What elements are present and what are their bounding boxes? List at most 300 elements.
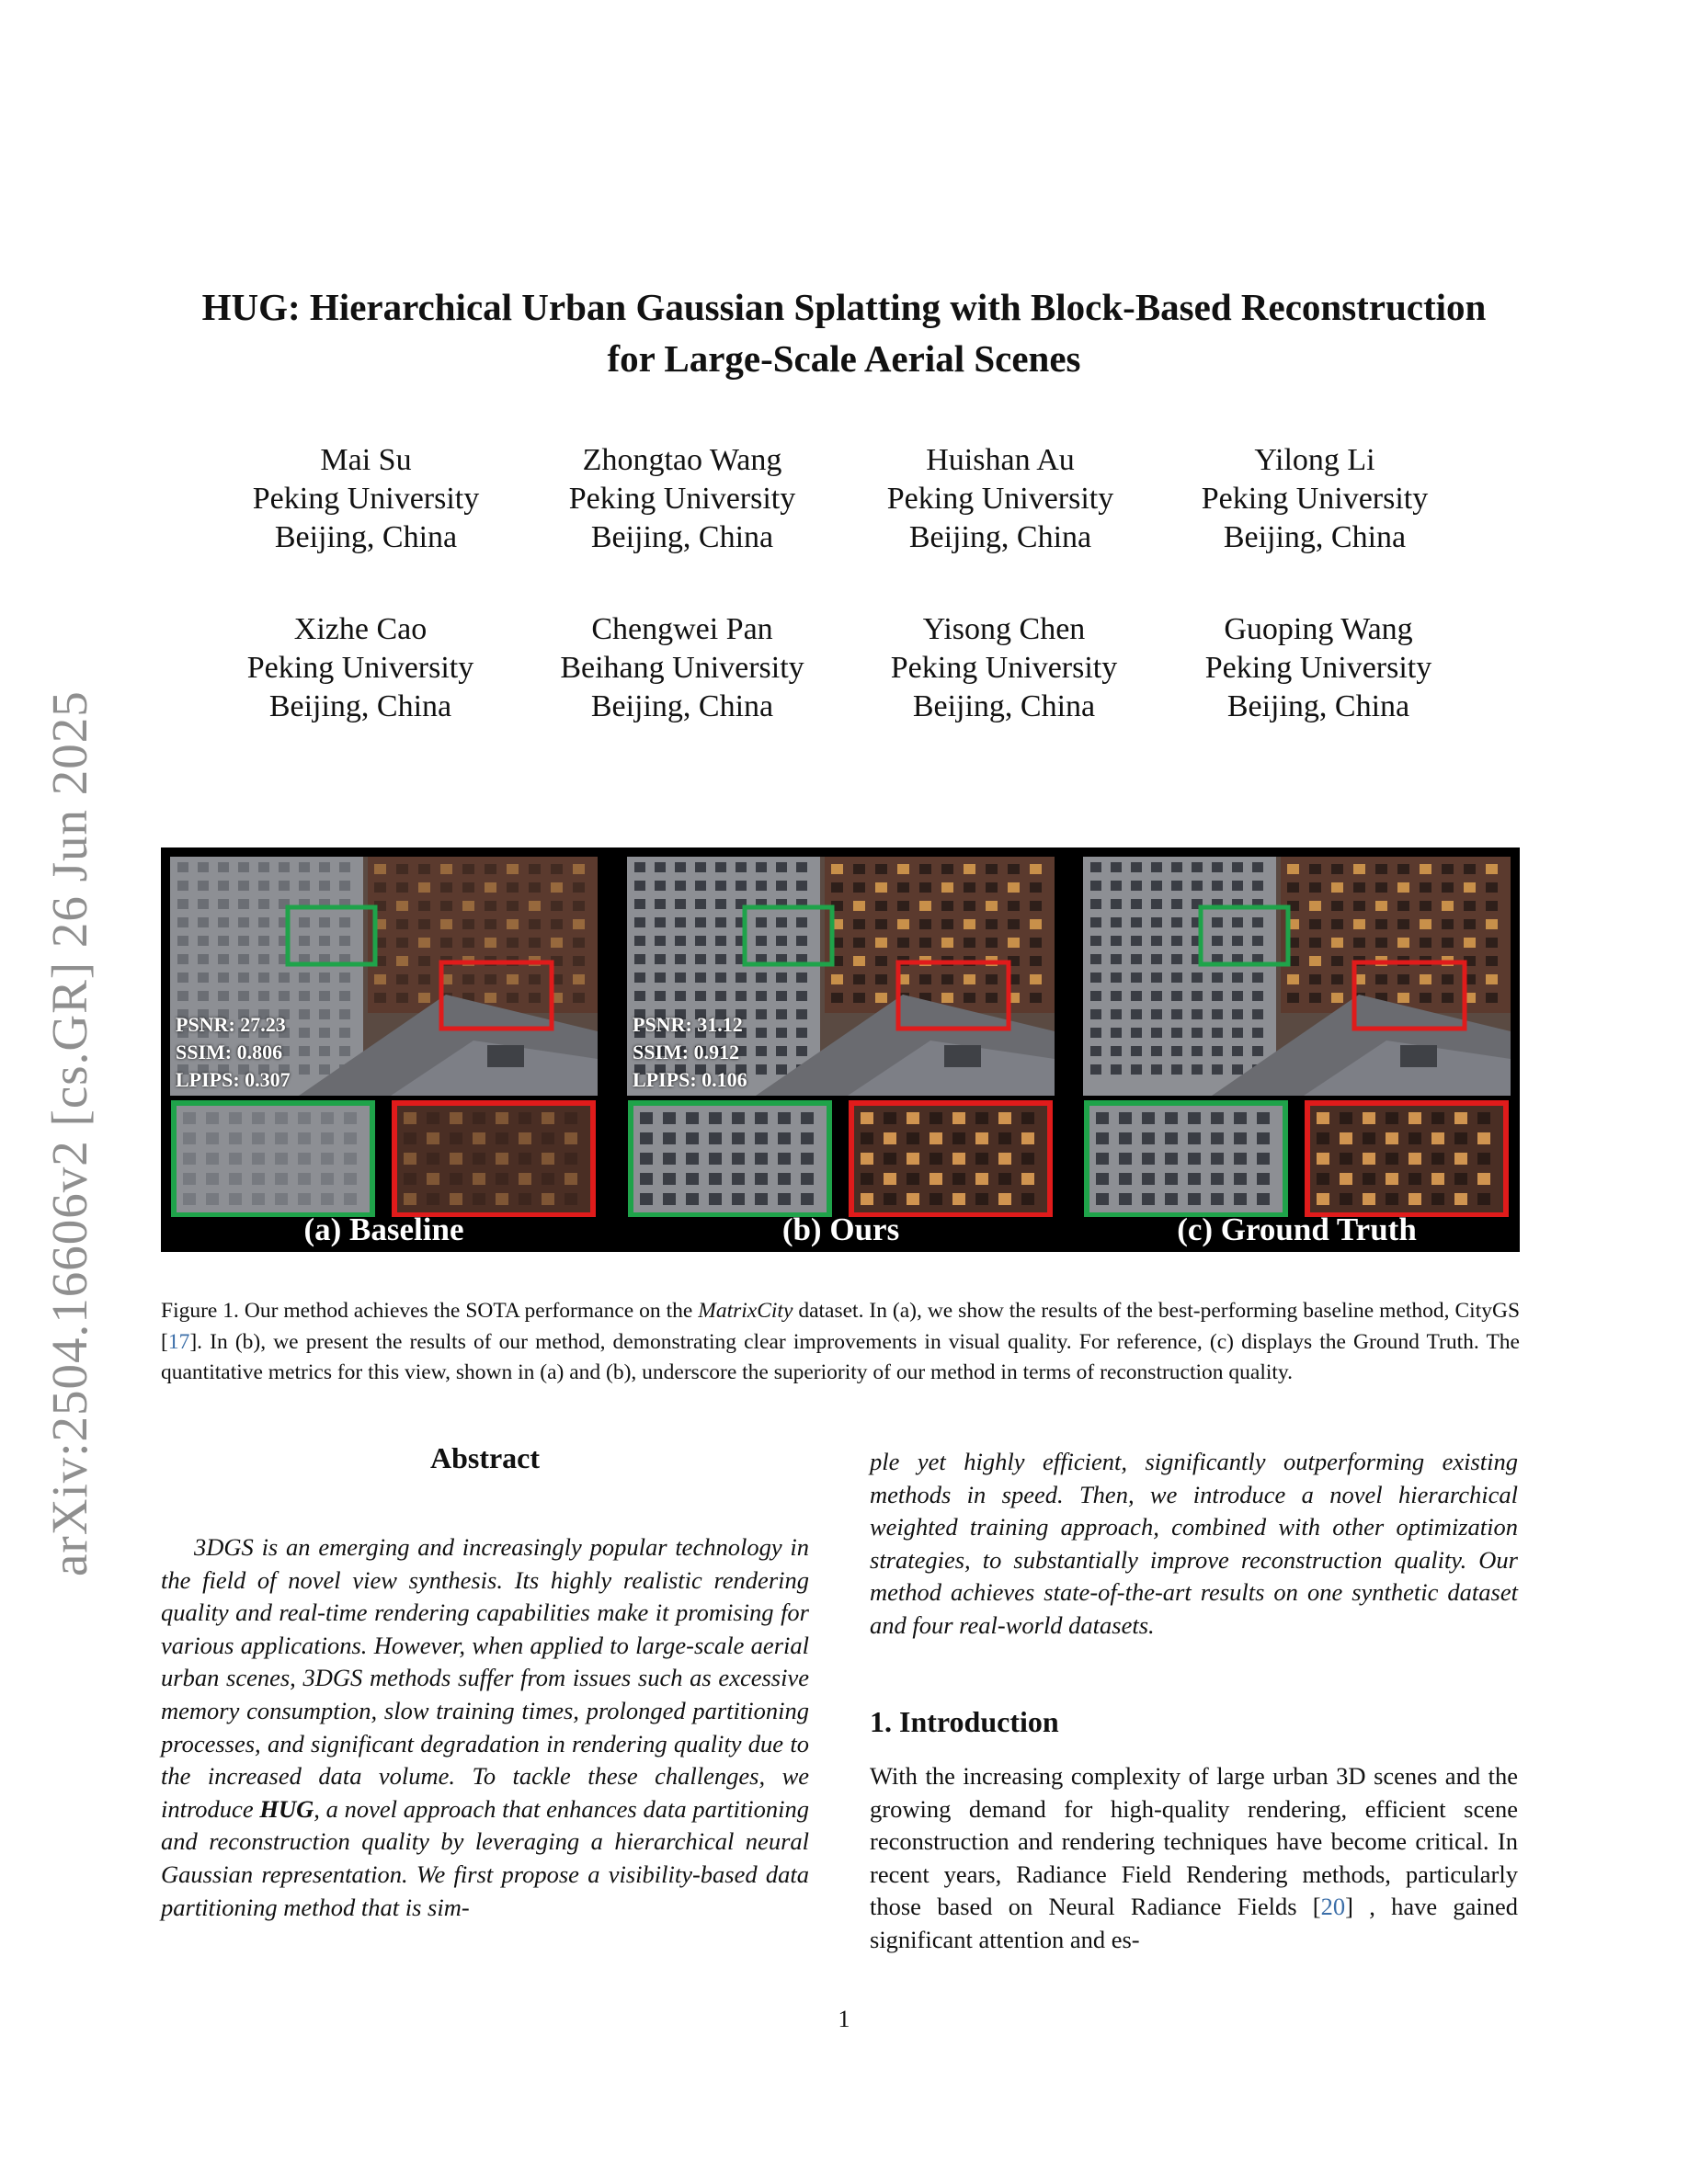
inset-window	[640, 1132, 653, 1144]
tower-window	[198, 881, 209, 891]
brick-window	[507, 974, 519, 984]
brick-window	[831, 974, 843, 984]
citation-link[interactable]: 17	[167, 1329, 190, 1354]
tower-window	[1212, 1046, 1223, 1056]
tower-window	[258, 991, 269, 1001]
inset-window	[1409, 1112, 1421, 1124]
brick-window	[418, 919, 430, 929]
tower-window	[1151, 936, 1162, 946]
author-block	[204, 610, 517, 726]
tower-window	[1192, 991, 1203, 1001]
inset-window	[344, 1132, 357, 1144]
brick-window	[1331, 938, 1343, 948]
brick-window	[986, 919, 998, 929]
tower-window	[1252, 991, 1263, 1001]
brick-window	[1420, 938, 1431, 948]
tower-window	[756, 936, 767, 946]
tower-window	[218, 862, 229, 872]
brick-window	[396, 974, 408, 984]
inset-window	[1477, 1173, 1490, 1185]
brick-window	[964, 882, 975, 893]
tower-window	[1232, 1028, 1243, 1038]
inset-window	[1021, 1193, 1034, 1205]
brick-window	[941, 919, 953, 929]
brick-window	[919, 974, 931, 984]
panel-metrics	[633, 1011, 747, 1094]
tower-window	[1232, 973, 1243, 983]
brick-window	[897, 864, 909, 874]
inset-window	[1257, 1112, 1270, 1124]
inset-window	[1431, 1112, 1444, 1124]
inset-window	[778, 1173, 791, 1185]
tower-window	[1151, 1009, 1162, 1019]
tower-window	[1192, 973, 1203, 983]
inset-window	[907, 1153, 919, 1165]
tower-window	[177, 991, 188, 1001]
brick-window	[986, 864, 998, 874]
inset-window	[1431, 1132, 1444, 1144]
inset-window	[1096, 1132, 1109, 1144]
title-line-1: HUG: Hierarchical Urban Gaussian Splatting with Block-Based Reconstruction	[201, 286, 1487, 328]
tower-window	[1171, 1046, 1182, 1056]
author-block	[1162, 610, 1475, 726]
author-affiliation: Beihang University	[560, 651, 804, 685]
tower-window	[258, 899, 269, 909]
tower-window	[1111, 881, 1122, 891]
brick-window	[964, 901, 975, 911]
brick-window	[875, 938, 887, 948]
psnr-value: PSNR: 31.12	[633, 1013, 743, 1036]
inset-window	[732, 1112, 745, 1124]
tower-window	[1171, 917, 1182, 927]
tower-window	[1171, 899, 1182, 909]
inset-window	[1363, 1193, 1375, 1205]
tower-window	[1192, 1064, 1203, 1075]
tower-window	[238, 917, 249, 927]
brick-window	[853, 993, 865, 1003]
brick-window	[573, 956, 585, 966]
inset-window	[1142, 1153, 1155, 1165]
tower-window	[238, 936, 249, 946]
tower-window	[796, 1028, 807, 1038]
brick-window	[1375, 938, 1387, 948]
inset-window	[1211, 1132, 1224, 1144]
inset-window	[473, 1173, 485, 1185]
tower-window	[796, 917, 807, 927]
brick-window	[1353, 919, 1365, 929]
inset-window	[1257, 1153, 1270, 1165]
inset-window	[183, 1173, 196, 1185]
brick-window	[1486, 956, 1498, 966]
brick-window	[1486, 901, 1498, 911]
tower-window	[238, 991, 249, 1001]
brick-window	[485, 864, 496, 874]
inset-window	[496, 1112, 508, 1124]
inset-window	[640, 1193, 653, 1205]
brick-window	[1309, 882, 1321, 893]
brick-window	[853, 919, 865, 929]
tower-window	[634, 991, 645, 1001]
tower-window	[695, 917, 706, 927]
inset-window	[778, 1132, 791, 1144]
tower-window	[1131, 1028, 1142, 1038]
inset-window	[975, 1173, 988, 1185]
inset-window	[450, 1173, 462, 1185]
inset-window	[709, 1112, 722, 1124]
tower-window	[1090, 862, 1101, 872]
tower-window	[1131, 973, 1142, 983]
inset-window	[1386, 1153, 1398, 1165]
inset-window	[565, 1173, 577, 1185]
inset-window	[496, 1173, 508, 1185]
inset-window	[1340, 1132, 1352, 1144]
tower-window	[715, 991, 726, 1001]
brick-window	[986, 993, 998, 1003]
inset-window	[930, 1153, 942, 1165]
brick-window	[374, 993, 386, 1003]
inset-window	[709, 1193, 722, 1205]
tower-window	[776, 1046, 787, 1056]
inset-window	[206, 1173, 219, 1185]
inset-window	[252, 1193, 265, 1205]
tower-window	[339, 881, 350, 891]
tower-window	[736, 973, 747, 983]
brick-window	[1397, 864, 1409, 874]
tower-window	[1111, 936, 1122, 946]
tower-window	[218, 899, 229, 909]
inset-window	[252, 1112, 265, 1124]
tower-window	[715, 917, 726, 927]
inset-window	[1409, 1132, 1421, 1144]
inset-window	[229, 1153, 242, 1165]
tower-window	[796, 881, 807, 891]
tower-window	[218, 917, 229, 927]
author-block	[526, 441, 838, 557]
brick-window	[897, 901, 909, 911]
tower-window	[776, 973, 787, 983]
author-affiliation: Peking University	[1204, 651, 1432, 685]
author-block	[526, 610, 838, 726]
brick-window	[507, 993, 519, 1003]
tower-window	[796, 936, 807, 946]
inset-window	[801, 1112, 814, 1124]
brick-window	[485, 993, 496, 1003]
brick-window	[462, 864, 474, 874]
inset-window	[565, 1132, 577, 1144]
tower-window	[634, 899, 645, 909]
brick-window	[941, 938, 953, 948]
inset-window	[686, 1193, 699, 1205]
inset-window	[1363, 1132, 1375, 1144]
inset-window	[1165, 1173, 1178, 1185]
intro-text: ] , have gained significant attention and es-	[870, 1893, 1518, 1953]
tower-window	[1212, 1028, 1223, 1038]
brick-window	[507, 938, 519, 948]
brick-window	[1309, 864, 1321, 874]
citation-link[interactable]: 20	[1320, 1893, 1346, 1921]
tower-window	[715, 954, 726, 964]
brick-window	[1486, 882, 1498, 893]
inset-window	[565, 1153, 577, 1165]
tower-window	[776, 1009, 787, 1019]
brick-window	[1353, 882, 1365, 893]
author-location: Beijing, China	[1223, 520, 1407, 554]
tower-window	[1151, 1064, 1162, 1075]
abstract-text: 3DGS is an emerging and increasingly popular technology in the field of novel view synthesis. Its highly realistic rendering quality and real-time rendering capabilities make it promising for various applications. However, when applied to large-scale aerial urban scenes, 3DGS methods suffer from issues such as excessive memory consumption, slow training times, prolonged partitioning processes, and significant degradation in rendering quality due to the increased data volume. To tackle these challenges, we introduce	[161, 1533, 809, 1823]
inset-window	[298, 1193, 311, 1205]
tower-window	[1151, 973, 1162, 983]
brick-window	[1397, 882, 1409, 893]
inset-window	[427, 1153, 439, 1165]
brick-window	[964, 864, 975, 874]
brick-window	[418, 974, 430, 984]
tower-window	[1252, 936, 1263, 946]
brick-window	[941, 974, 953, 984]
inset-window	[1234, 1173, 1247, 1185]
brick-window	[1486, 864, 1498, 874]
tower-window	[1192, 1046, 1203, 1056]
brick-window	[1353, 864, 1365, 874]
inset-window	[183, 1112, 196, 1124]
brick-window	[919, 882, 931, 893]
tower-window	[1232, 1064, 1243, 1075]
inset-window	[344, 1173, 357, 1185]
inset-window	[1454, 1193, 1467, 1205]
brick-window	[485, 919, 496, 929]
inset-window	[1386, 1112, 1398, 1124]
tower-window	[634, 954, 645, 964]
inset-window	[1021, 1173, 1034, 1185]
tower-window	[238, 899, 249, 909]
tower-window	[299, 862, 310, 872]
brick-window	[986, 938, 998, 948]
tower-window	[1212, 936, 1223, 946]
inset-window	[183, 1153, 196, 1165]
inset-window	[1363, 1173, 1375, 1185]
tower-window	[1171, 936, 1182, 946]
tower-window	[796, 1009, 807, 1019]
inset-window	[1454, 1153, 1467, 1165]
panel-caption: (a) Baseline	[303, 1211, 464, 1247]
tower-window	[675, 881, 686, 891]
brick-window	[1287, 974, 1299, 984]
brick-window	[919, 901, 931, 911]
inset-window	[1211, 1112, 1224, 1124]
brick-window	[1420, 901, 1431, 911]
ssim-value: SSIM: 0.912	[633, 1041, 740, 1064]
inset-window	[298, 1173, 311, 1185]
rooftop-unit	[1400, 1045, 1437, 1067]
tower-window	[1131, 1046, 1142, 1056]
tower-window	[319, 917, 330, 927]
inset-window	[732, 1193, 745, 1205]
tower-window	[655, 991, 666, 1001]
tower-window	[1131, 1009, 1142, 1019]
brick-window	[1420, 974, 1431, 984]
inset-window	[1234, 1112, 1247, 1124]
brick-window	[1397, 993, 1409, 1003]
tower-window	[1212, 1009, 1223, 1019]
tower-window	[655, 899, 666, 909]
inset-window	[1454, 1132, 1467, 1144]
brick-window	[573, 901, 585, 911]
brick-window	[831, 993, 843, 1003]
abstract-continued	[870, 1446, 1518, 1643]
brick-window	[573, 938, 585, 948]
brick-window	[1331, 864, 1343, 874]
inset-window	[975, 1132, 988, 1144]
tower-window	[1232, 917, 1243, 927]
tower-window	[198, 899, 209, 909]
tower-window	[319, 936, 330, 946]
tower-window	[675, 973, 686, 983]
brick-window	[1030, 882, 1042, 893]
inset-window	[473, 1193, 485, 1205]
brick-window	[1420, 882, 1431, 893]
tower-window	[299, 1028, 310, 1038]
inset-window	[861, 1173, 873, 1185]
inset-window	[1317, 1173, 1329, 1185]
caption-text: ]. In (b), we present the results of our method, demonstrating clear improvements in visual quality. For reference, (c) displays the Ground Truth. The quantitative metrics for this view, shown in (a) and (b), underscore the superiority of our method in terms of reconstruction quality.	[161, 1329, 1520, 1384]
tower-window	[756, 881, 767, 891]
inset-window	[640, 1173, 653, 1185]
inset-window	[952, 1193, 965, 1205]
inset-window	[404, 1112, 416, 1124]
tower-window	[177, 936, 188, 946]
author-location: Beijing, China	[912, 689, 1096, 723]
brick-window	[1008, 919, 1020, 929]
tower-window	[258, 973, 269, 983]
brick-window	[440, 901, 452, 911]
author-name: Xizhe Cao	[293, 612, 428, 646]
inset-window	[663, 1132, 676, 1144]
inset-window	[1165, 1153, 1178, 1165]
inset-window	[542, 1193, 554, 1205]
inset-window	[884, 1132, 896, 1144]
brick-window	[440, 882, 452, 893]
brick-window	[964, 974, 975, 984]
inset-window	[732, 1153, 745, 1165]
brick-window	[1331, 919, 1343, 929]
tower-window	[198, 862, 209, 872]
inset-window	[450, 1153, 462, 1165]
brick-window	[1486, 974, 1498, 984]
brick-window	[875, 956, 887, 966]
inset-window	[252, 1173, 265, 1185]
inset-window	[1340, 1112, 1352, 1124]
brick-window	[529, 864, 541, 874]
brick-window	[1420, 864, 1431, 874]
tower-window	[279, 991, 290, 1001]
brick-window	[1309, 901, 1321, 911]
tower-window	[258, 862, 269, 872]
tower-window	[756, 991, 767, 1001]
author-name: Mai Su	[320, 443, 412, 477]
inset-window	[1119, 1193, 1132, 1205]
inset-window	[907, 1132, 919, 1144]
inset-window	[206, 1193, 219, 1205]
tower-window	[776, 936, 787, 946]
inset-window	[1477, 1112, 1490, 1124]
introduction-body	[870, 1760, 1518, 1957]
inset-window	[275, 1132, 288, 1144]
brick-window	[1309, 993, 1321, 1003]
tower-window	[1090, 936, 1101, 946]
brick-window	[462, 901, 474, 911]
tower-window	[198, 973, 209, 983]
brick-window	[1464, 864, 1476, 874]
inset-window	[1386, 1132, 1398, 1144]
tower-window	[1151, 1028, 1162, 1038]
inset-window	[861, 1132, 873, 1144]
author-location: Beijing, China	[590, 520, 774, 554]
brick-window	[462, 974, 474, 984]
tower-window	[776, 917, 787, 927]
tower-window	[319, 1064, 330, 1075]
tower-window	[238, 862, 249, 872]
panel-caption: (b) Ours	[781, 1211, 900, 1247]
brick-window	[396, 864, 408, 874]
inset-window	[1317, 1193, 1329, 1205]
inset-window	[663, 1193, 676, 1205]
inset-window	[1317, 1132, 1329, 1144]
brick-window	[941, 993, 953, 1003]
inset-window	[1165, 1193, 1178, 1205]
brick-window	[875, 974, 887, 984]
inset-window	[1477, 1132, 1490, 1144]
brick-window	[1287, 882, 1299, 893]
inset-window	[321, 1153, 334, 1165]
inset-window	[1096, 1193, 1109, 1205]
brick-window	[485, 901, 496, 911]
inset-window	[907, 1173, 919, 1185]
inset-window	[321, 1173, 334, 1185]
tower-window	[339, 991, 350, 1001]
tower-window	[1131, 936, 1142, 946]
brick-window	[964, 993, 975, 1003]
brick-window	[396, 919, 408, 929]
tower-window	[1232, 881, 1243, 891]
brick-window	[1353, 938, 1365, 948]
brick-window	[897, 919, 909, 929]
inset-window	[755, 1173, 768, 1185]
brick-window	[1442, 864, 1454, 874]
inset-window	[861, 1112, 873, 1124]
tower-window	[1232, 862, 1243, 872]
brick-window	[573, 974, 585, 984]
tower-window	[1192, 1009, 1203, 1019]
inset-window	[640, 1153, 653, 1165]
inset-window	[344, 1193, 357, 1205]
brick-window	[875, 993, 887, 1003]
brick-window	[551, 919, 563, 929]
tower-window	[634, 881, 645, 891]
tower-window	[299, 917, 310, 927]
tower-window	[1111, 899, 1122, 909]
brick-window	[551, 864, 563, 874]
brick-window	[396, 956, 408, 966]
inset-window	[1477, 1153, 1490, 1165]
brick-window	[418, 864, 430, 874]
brick-window	[1309, 919, 1321, 929]
inset-window	[183, 1193, 196, 1205]
inset-window	[1386, 1173, 1398, 1185]
tower-window	[1252, 862, 1263, 872]
inset-window	[519, 1132, 531, 1144]
inset-window	[861, 1153, 873, 1165]
brick-window	[1008, 864, 1020, 874]
tower-window	[655, 917, 666, 927]
